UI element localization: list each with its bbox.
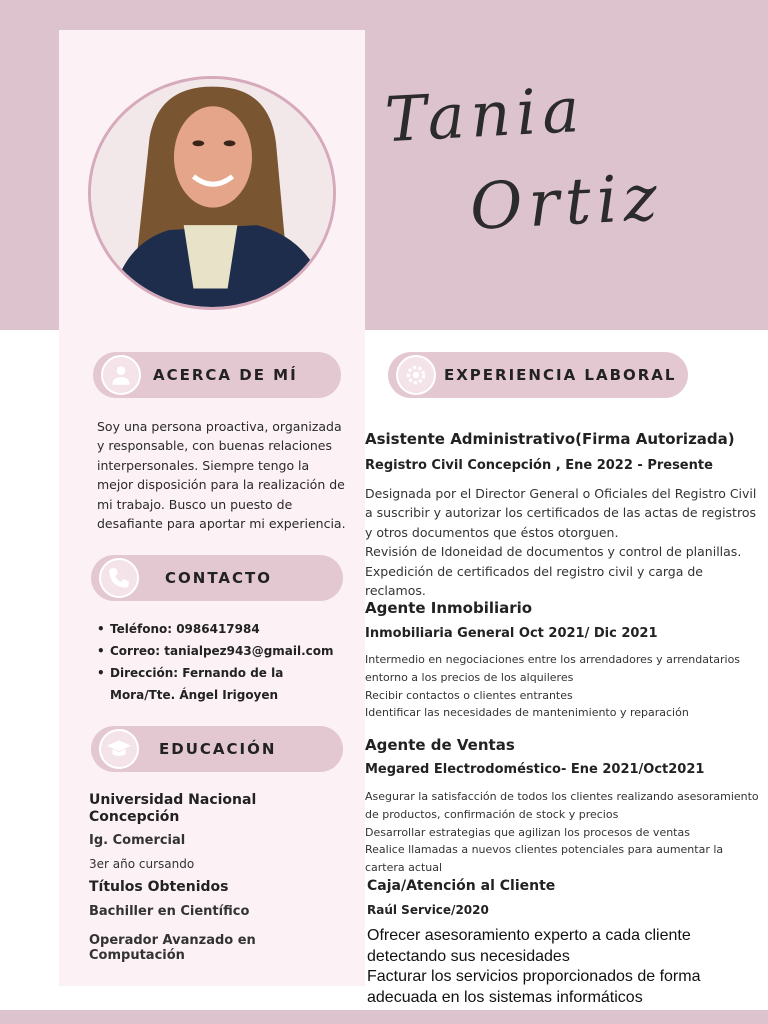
graduation-cap-icon bbox=[99, 729, 139, 769]
job-1-description: Designada por el Director General o Oficiales del Registro Civil a suscribir y autorizar los certificados de las actas de registros y otros documentos que éstos otorguen. Revisión de Idoneidad de documentos y control de planillas. Expedición de certificados del registro civil y carga de reclamos. bbox=[365, 486, 757, 599]
name-first: Tania bbox=[383, 72, 588, 157]
education-degree: Ig. Comercial bbox=[89, 833, 186, 848]
footer-band bbox=[0, 1010, 768, 1024]
about-heading: ACERCA DE MÍ bbox=[153, 366, 298, 384]
user-icon bbox=[101, 355, 141, 395]
experience-heading: EXPERIENCIA LABORAL bbox=[444, 366, 677, 384]
job-2-title: Agente Inmobiliario bbox=[365, 599, 533, 617]
education-heading-pill bbox=[91, 726, 343, 772]
contact-heading-pill bbox=[91, 555, 343, 601]
gear-icon bbox=[396, 355, 436, 395]
contact-heading: CONTACTO bbox=[165, 569, 272, 587]
phone-icon bbox=[99, 558, 139, 598]
profile-photo bbox=[88, 76, 336, 310]
education-status: 3er año cursando bbox=[89, 857, 195, 871]
contact-address: • Dirección: Fernando de la Mora/Tte. Ángel Irigoyen bbox=[97, 662, 347, 706]
education-heading: EDUCACIÓN bbox=[159, 740, 277, 758]
contact-list bbox=[97, 618, 347, 706]
about-heading-pill bbox=[93, 352, 341, 398]
education-title-1: Bachiller en Científico bbox=[89, 904, 250, 919]
job-3-title: Agente de Ventas bbox=[365, 736, 515, 754]
job-1-company: Registro Civil Concepción , Ene 2022 - Presente bbox=[365, 458, 713, 473]
contact-phone: • Teléfono: 0986417984 bbox=[97, 618, 347, 640]
name-last: Ortiz bbox=[468, 161, 665, 245]
education-title-2: Operador Avanzado en Computación bbox=[89, 933, 256, 963]
job-1-title: Asistente Administrativo(Firma Autorizada) bbox=[365, 430, 735, 448]
job-4-description: Ofrecer asesoramiento experto a cada cliente detectando sus necesidades Facturar los servicios proporcionados de forma adecuada en los sistemas informáticos bbox=[367, 927, 701, 1006]
education-university: Universidad Nacional Concepción bbox=[89, 792, 257, 825]
education-titles-heading: Títulos Obtenidos bbox=[89, 879, 229, 895]
job-3-description: Asegurar la satisfacción de todos los clientes realizando asesoramiento de productos, confirmación de stock y precios Desarrollar estrategias que agilizan los procesos de ventas Realice llamadas a nuevos clientes potenciales para aumentar la cartera actual bbox=[365, 790, 759, 875]
about-text: Soy una persona proactiva, organizada y responsable, con buenas relaciones interpersonales. Siempre tengo la mejor disposición para la realización de mi trabajo. Busco un puesto de desafiante para aportar mi experiencia. bbox=[97, 419, 346, 532]
job-2-description: Intermedio en negociaciones entre los arrendadores y arrendatarios entorno a los precios de los alquileres Recibir contactos o clientes entrantes Identificar las necesidades de mantenimiento y reparación bbox=[365, 653, 741, 720]
contact-email: • Correo: tanialpez943@gmail.com bbox=[97, 640, 347, 662]
experience-heading-pill bbox=[388, 352, 688, 398]
job-2-company: Inmobiliaria General Oct 2021/ Dic 2021 bbox=[365, 626, 658, 641]
job-4-title: Caja/Atención al Cliente bbox=[367, 878, 556, 894]
job-4-company: Raúl Service/2020 bbox=[367, 903, 489, 917]
job-3-company: Megared Electrodoméstico- Ene 2021/Oct2021 bbox=[365, 762, 705, 777]
